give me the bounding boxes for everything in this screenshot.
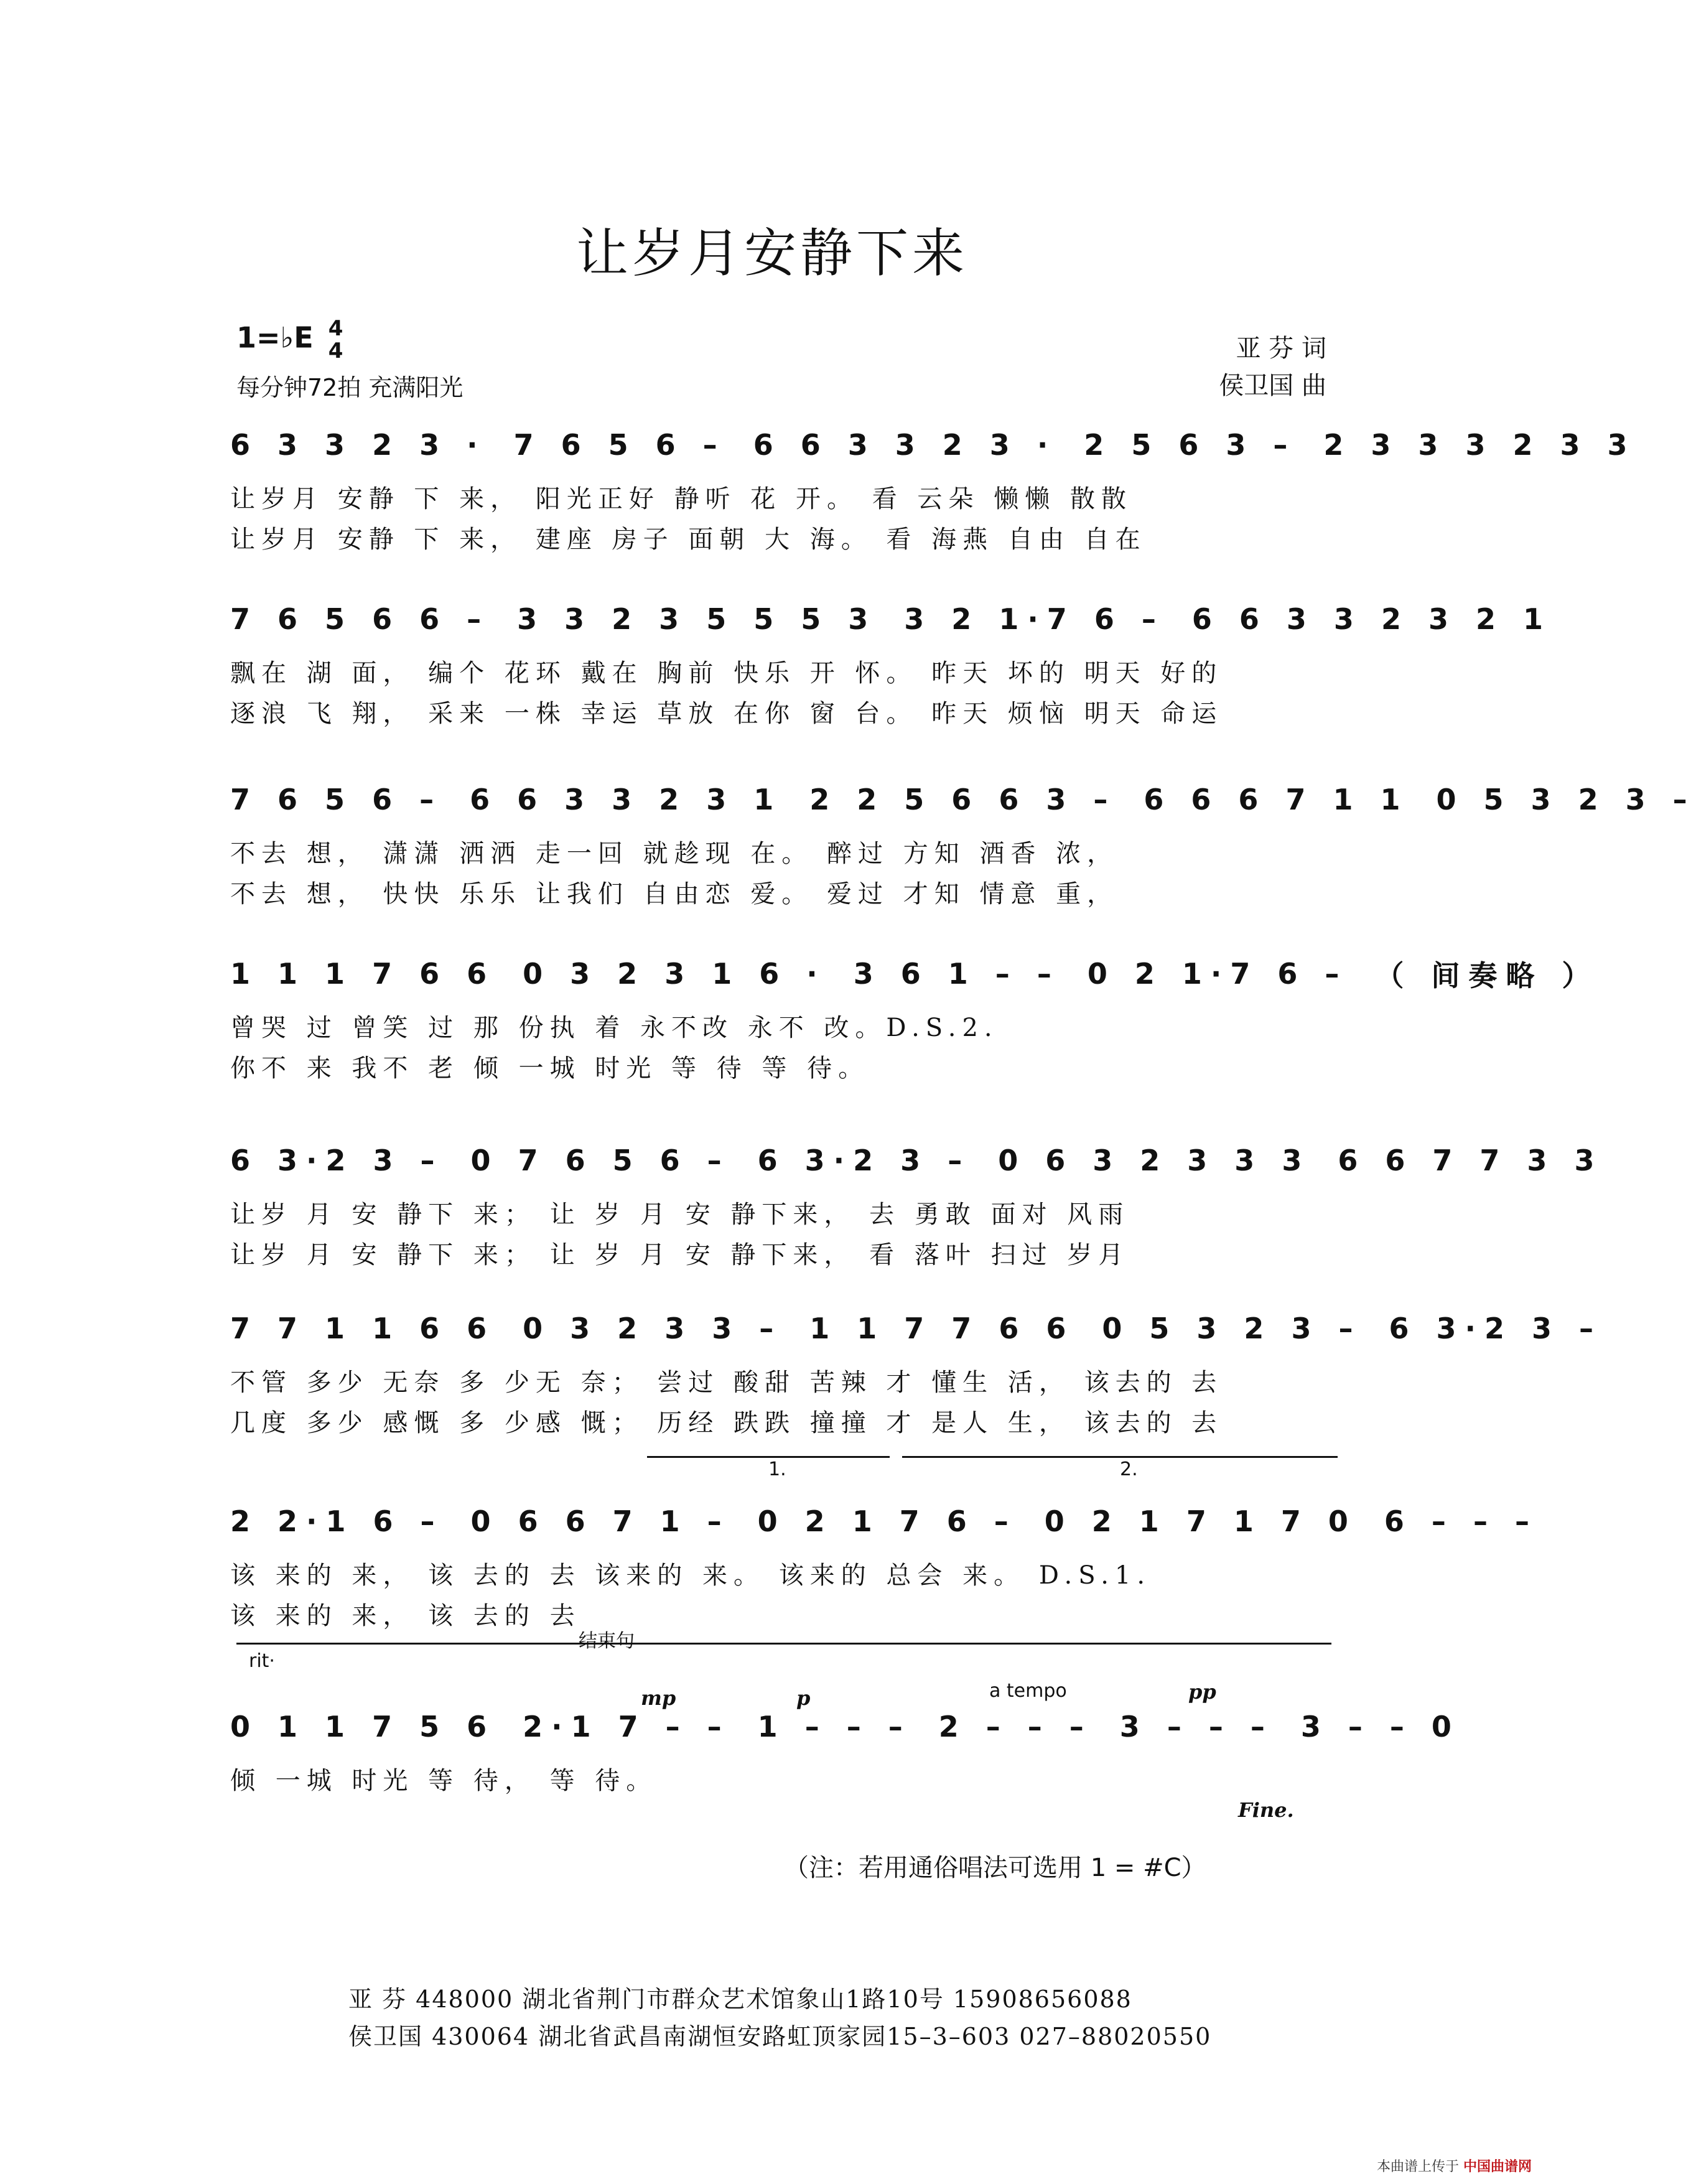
measure: 3 – – – [1119, 1710, 1274, 1743]
tempo-marking: 每分钟72拍 充满阳光 [236, 374, 464, 401]
measure: 0 6 3 2 3 3 3 [998, 1144, 1311, 1177]
volta-2-label: 2. [1120, 1458, 1138, 1480]
measure: （ 间奏略 ） [1375, 959, 1600, 992]
notation-line [230, 423, 1636, 467]
measure: 1 1 7 7 6 6 [809, 1312, 1075, 1345]
measure: 0 1 1 7 5 6 [230, 1710, 496, 1743]
lyric-verse-1: 让岁月 安静 下 来， 阳光正好 静听 花 开。 看 云朵 懒懒 散散 [230, 485, 1132, 513]
lyric-verse-1: 不去 想， 潇潇 洒洒 走一回 就趁现 在。 醉过 方知 酒香 浓， [230, 839, 1119, 868]
dynamic-p: p [796, 1686, 811, 1710]
lyricist-credit: 亚 芬 词 [1236, 334, 1326, 363]
notation-line [230, 778, 1696, 821]
notation-line [230, 1139, 1603, 1182]
footnote: （注：若用通俗唱法可选用 1 = #C） [784, 1854, 1206, 1882]
measure: 2 2 5 6 6 3 – [809, 783, 1117, 816]
ending-label: 结束句 [579, 1630, 635, 1652]
measure: 7 6 5 6 – [230, 783, 443, 816]
measure: 7 6 5 6 6 – [230, 602, 490, 636]
lyric-verse-2: 让岁月 安静 下 来， 建座 房子 面朝 大 海。 看 海燕 自由 自在 [230, 525, 1147, 554]
lyric-verse-2: 逐浪 飞 翔， 采来 一株 幸运 草放 在你 窗 台。 昨天 烦恼 明天 命运 [230, 699, 1223, 728]
notation-line [230, 1705, 1460, 1748]
measure: 2 2·1 6 – [230, 1505, 444, 1538]
contact-composer: 侯卫国 430064 湖北省武昌南湖恒安路虹顶家园15–3–603 027–88020550 [348, 2023, 1212, 2050]
measure: 3 6 1 – – [853, 957, 1060, 991]
volta-1-label: 1. [768, 1458, 786, 1480]
measure: 1 – – – [757, 1710, 911, 1743]
volta-2 [902, 1456, 1338, 1458]
lyric-verse-2: 该 来的 来， 该 去的 去 [230, 1602, 581, 1630]
measure: 0 2 1 7 6 – [757, 1505, 1017, 1538]
composer-credit: 侯卫国 曲 [1219, 371, 1326, 400]
measure: 0 5 3 2 3 – [1102, 1312, 1362, 1345]
page-title: 让岁月安静下来 [575, 223, 968, 284]
notation-line [230, 597, 1552, 641]
fine-marking: Fine. [1238, 1798, 1294, 1822]
measure: 0 2 1 7 1 7 0 [1044, 1505, 1357, 1538]
dynamic-mp: mp [641, 1686, 676, 1710]
key-signature: 1=♭E 4 4 [236, 316, 343, 363]
measure: 2 – – – [938, 1710, 1093, 1743]
lyric-verse-1: 曾哭 过 曾笑 过 那 份执 着 永不改 永不 改。D.S.2. [230, 1014, 999, 1042]
measure: 0 6 6 7 1 – [470, 1505, 730, 1538]
measure: 6 6 6 7 1 1 [1144, 783, 1409, 816]
measure: 2 3 3 3 2 3 3 [1323, 428, 1636, 462]
measure: 0 2 1·7 6 – [1087, 957, 1348, 991]
dynamic-pp: pp [1188, 1680, 1216, 1704]
measure: 3 2 1·7 6 – [904, 602, 1165, 636]
measure: 6 6 3 3 2 3 · [753, 428, 1057, 462]
notation-line [230, 952, 1600, 996]
measure: 1 1 1 7 6 6 [230, 957, 496, 991]
measure: 2·1 7 – – [523, 1710, 730, 1743]
lyric-verse-2: 几度 多少 感慨 多 少感 慨； 历经 跌跌 撞撞 才 是人 生， 该去的 去 [230, 1409, 1223, 1437]
lyric-verse-2: 你不 来 我不 老 倾 一城 时光 等 待 等 待。 [230, 1054, 870, 1083]
a-tempo-marking: a tempo [989, 1680, 1067, 1702]
measure: 6 3 3 2 3 · [230, 428, 487, 462]
measure: 3 – – 0 [1300, 1710, 1460, 1743]
measure: 3 3 2 3 5 5 5 3 [517, 602, 877, 636]
watermark: 本曲谱上传于 中国曲谱网 [1376, 2159, 1532, 2175]
measure: 6 3·2 3 – [757, 1144, 971, 1177]
lyric-verse-1: 不管 多少 无奈 多 少无 奈； 尝过 酸甜 苦辣 才 懂生 活， 该去的 去 [230, 1368, 1223, 1397]
measure: 6 – – – [1384, 1505, 1538, 1538]
measure: 0 7 6 5 6 – [470, 1144, 730, 1177]
lyric-verse-1: 让岁 月 安 静下 来； 让 岁 月 安 静下来， 去 勇敢 面对 风雨 [230, 1200, 1130, 1229]
lyric-verse-1: 倾 一城 时光 等 待， 等 待。 [230, 1766, 658, 1795]
lyric-verse-1: 飘在 湖 面， 编个 花环 戴在 胸前 快乐 开 怀。 昨天 坏的 明天 好的 [230, 659, 1223, 688]
lyric-verse-1: 该 来的 来， 该 去的 去 该来的 来。 该来的 总会 来。 D.S.1. [230, 1561, 1152, 1590]
measure: 0 3 2 3 1 6 · [523, 957, 826, 991]
measure: 0 5 3 2 3 – [1436, 783, 1696, 816]
time-signature: 4 4 [328, 316, 343, 363]
notation-line [230, 1500, 1538, 1543]
measure: 6 6 3 3 2 3 2 1 [1191, 602, 1552, 636]
ritardando-line [236, 1643, 1331, 1645]
lyric-verse-2: 不去 想， 快快 乐乐 让我们 自由恋 爱。 爱过 才知 情意 重， [230, 880, 1119, 908]
notation-line [230, 1307, 1603, 1350]
measure: 2 5 6 3 – [1084, 428, 1297, 462]
site-logo: 中国曲谱网 [1463, 2159, 1532, 2175]
measure: 6 6 3 3 2 3 1 [470, 783, 783, 816]
measure: 7 6 5 6 – [513, 428, 726, 462]
measure: 0 3 2 3 3 – [523, 1312, 783, 1345]
contact-lyricist: 亚 芬 448000 湖北省荆门市群众艺术馆象山1路10号 15908656088 [348, 1986, 1132, 2013]
measure: 6 6 7 7 3 3 [1338, 1144, 1603, 1177]
measure: 6 3·2 3 – [230, 1144, 444, 1177]
rit-marking: rit· [249, 1650, 275, 1672]
volta-1 [647, 1456, 890, 1458]
measure: 6 3·2 3 – [1389, 1312, 1603, 1345]
measure: 7 7 1 1 6 6 [230, 1312, 496, 1345]
lyric-verse-2: 让岁 月 安 静下 来； 让 岁 月 安 静下来， 看 落叶 扫过 岁月 [230, 1241, 1130, 1269]
